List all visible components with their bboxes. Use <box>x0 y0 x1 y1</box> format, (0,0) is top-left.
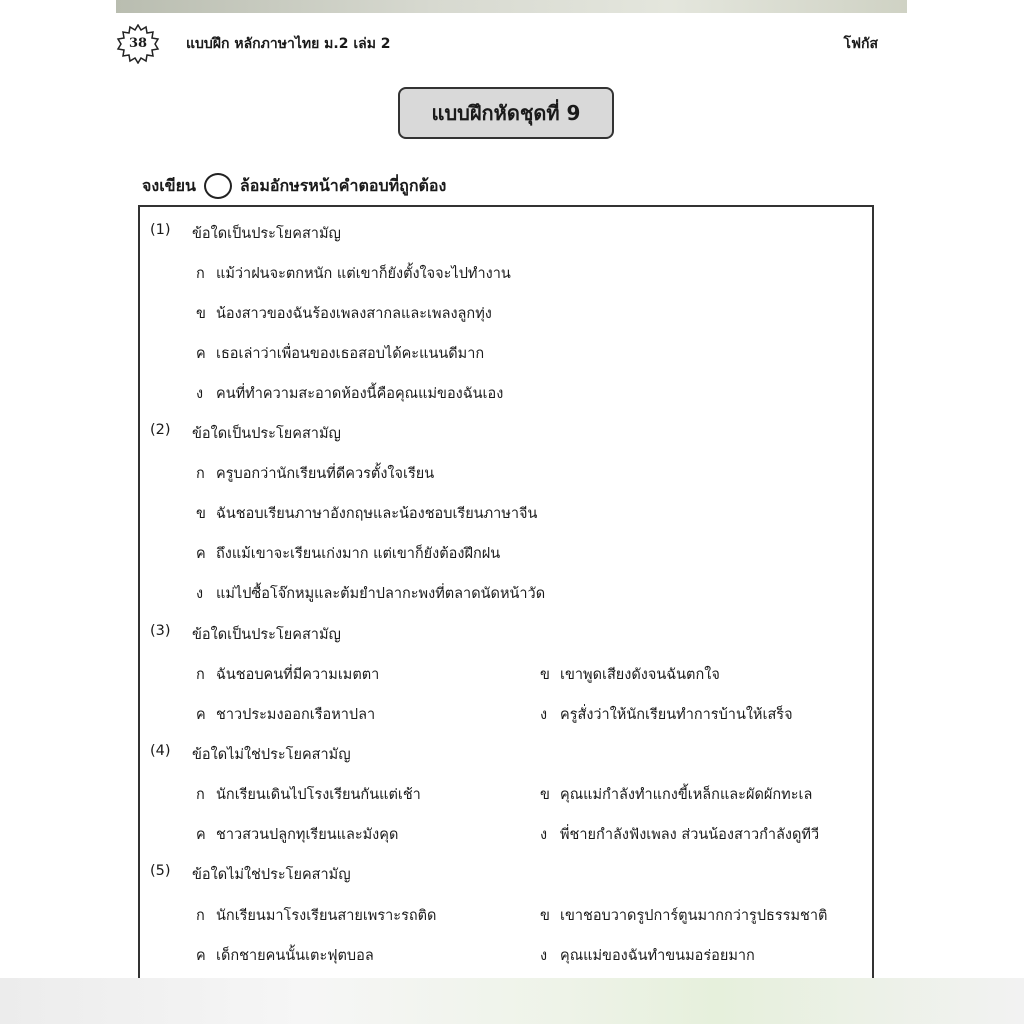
question-number: (5) <box>150 863 171 879</box>
option-text: คนที่ทำความสะอาดห้องนี้คือคุณแม่ของฉันเอง <box>216 386 504 402</box>
option-letter: ค <box>196 546 206 562</box>
question-number: (3) <box>150 623 171 639</box>
option-text: นักเรียนมาโรงเรียนสายเพราะรถติด <box>216 908 437 924</box>
option-letter: ก <box>196 466 205 482</box>
option-4-c[interactable] <box>196 823 398 846</box>
option-text: แม่ไปซื้อโจ๊กหมูและต้มยำปลากะพงที่ตลาดนัดหน้าวัด <box>216 586 546 602</box>
option-text: แม้ว่าฝนจะตกหนัก แต่เขาก็ยังตั้งใจจะไปทำงาน <box>216 266 511 282</box>
option-1-a[interactable] <box>196 262 511 285</box>
option-letter: ก <box>196 908 205 924</box>
option-text: เด็กชายคนนั้นเตะฟุตบอล <box>216 948 374 964</box>
circle-icon <box>204 173 232 199</box>
option-2-b[interactable] <box>196 502 537 525</box>
option-text: ชาวสวนปลูกทุเรียนและมังคุด <box>216 827 399 843</box>
bottom-photo-strip <box>0 978 1024 1024</box>
question-text: ข้อใดเป็นประโยคสามัญ <box>192 426 341 442</box>
book-title: แบบฝึก หลักภาษาไทย ม.2 เล่ม 2 <box>186 36 391 52</box>
instruction <box>142 172 446 200</box>
option-text: คุณแม่กำลังทำแกงขี้เหล็กและผัดผักทะเล <box>560 787 813 803</box>
option-3-a[interactable] <box>196 663 379 686</box>
option-3-d[interactable] <box>540 703 793 726</box>
option-letter: ข <box>540 667 550 683</box>
option-letter: ค <box>196 707 206 723</box>
option-text: น้องสาวของฉันร้องเพลงสากลและเพลงลูกทุ่ง <box>216 306 492 322</box>
exercise-title: แบบฝึกหัดชุดที่ 9 <box>398 87 614 139</box>
option-text: ครูสั่งว่าให้นักเรียนทำการบ้านให้เสร็จ <box>560 707 793 723</box>
publisher-name: โฟกัส <box>843 36 878 52</box>
question-text: ข้อใดไม่ใช่ประโยคสามัญ <box>192 747 351 763</box>
instruction-after: ล้อมอักษรหน้าคำตอบที่ถูกต้อง <box>239 175 447 195</box>
question-box <box>138 205 874 995</box>
option-text: ฉันชอบคนที่มีความเมตตา <box>216 667 380 683</box>
option-5-d[interactable] <box>540 944 755 967</box>
option-text: พี่ชายกำลังฟังเพลง ส่วนน้องสาวกำลังดูทีวี <box>560 827 820 843</box>
option-letter: ข <box>196 306 206 322</box>
question-number: (1) <box>150 222 171 238</box>
option-letter: ง <box>540 827 548 843</box>
option-letter: ค <box>196 827 206 843</box>
option-letter: ก <box>196 787 205 803</box>
page-number-badge <box>116 24 160 64</box>
option-letter: ข <box>540 908 550 924</box>
option-letter: ก <box>196 266 205 282</box>
option-text: ถึงแม้เขาจะเรียนเก่งมาก แต่เขาก็ยังต้องฝึกฝน <box>216 546 501 562</box>
option-3-b[interactable] <box>540 663 720 686</box>
question-text: ข้อใดไม่ใช่ประโยคสามัญ <box>192 867 351 883</box>
option-letter: ง <box>196 586 204 602</box>
option-5-b[interactable] <box>540 904 827 927</box>
option-4-d[interactable] <box>540 823 819 846</box>
option-text: ฉันชอบเรียนภาษาอังกฤษและน้องชอบเรียนภาษาจีน <box>216 506 538 522</box>
option-text: เธอเล่าว่าเพื่อนของเธอสอบได้คะแนนดีมาก <box>216 346 485 362</box>
top-photo-strip <box>116 0 907 13</box>
option-3-c[interactable] <box>196 703 375 726</box>
question-number: (4) <box>150 743 171 759</box>
option-2-a[interactable] <box>196 462 434 485</box>
option-text: เขาพูดเสียงดังจนฉันตกใจ <box>560 667 720 683</box>
option-2-c[interactable] <box>196 542 500 565</box>
option-letter: ค <box>196 346 206 362</box>
option-1-c[interactable] <box>196 342 484 365</box>
instruction-before: จงเขียน <box>142 175 196 195</box>
option-letter: ง <box>540 948 548 964</box>
page-number: 38 <box>128 36 148 51</box>
option-5-c[interactable] <box>196 944 374 967</box>
option-letter: ข <box>540 787 550 803</box>
question-text: ข้อใดเป็นประโยคสามัญ <box>192 226 341 242</box>
question-number: (2) <box>150 422 171 438</box>
option-2-d[interactable] <box>196 582 545 605</box>
option-4-b[interactable] <box>540 783 812 806</box>
option-letter: ค <box>196 948 206 964</box>
option-letter: ก <box>196 667 205 683</box>
option-1-b[interactable] <box>196 302 492 325</box>
option-letter: ง <box>540 707 548 723</box>
option-text: คุณแม่ของฉันทำขนมอร่อยมาก <box>560 948 755 964</box>
option-text: นักเรียนเดินไปโรงเรียนกันแต่เช้า <box>216 787 421 803</box>
option-5-a[interactable] <box>196 904 436 927</box>
option-letter: ข <box>196 506 206 522</box>
option-text: ชาวประมงออกเรือหาปลา <box>216 707 376 723</box>
option-4-a[interactable] <box>196 783 421 806</box>
question-text: ข้อใดเป็นประโยคสามัญ <box>192 627 341 643</box>
option-text: ครูบอกว่านักเรียนที่ดีควรตั้งใจเรียน <box>216 466 435 482</box>
option-letter: ง <box>196 386 204 402</box>
option-text: เขาชอบวาดรูปการ์ตูนมากกว่ารูปธรรมชาติ <box>560 908 828 924</box>
option-1-d[interactable] <box>196 382 503 405</box>
